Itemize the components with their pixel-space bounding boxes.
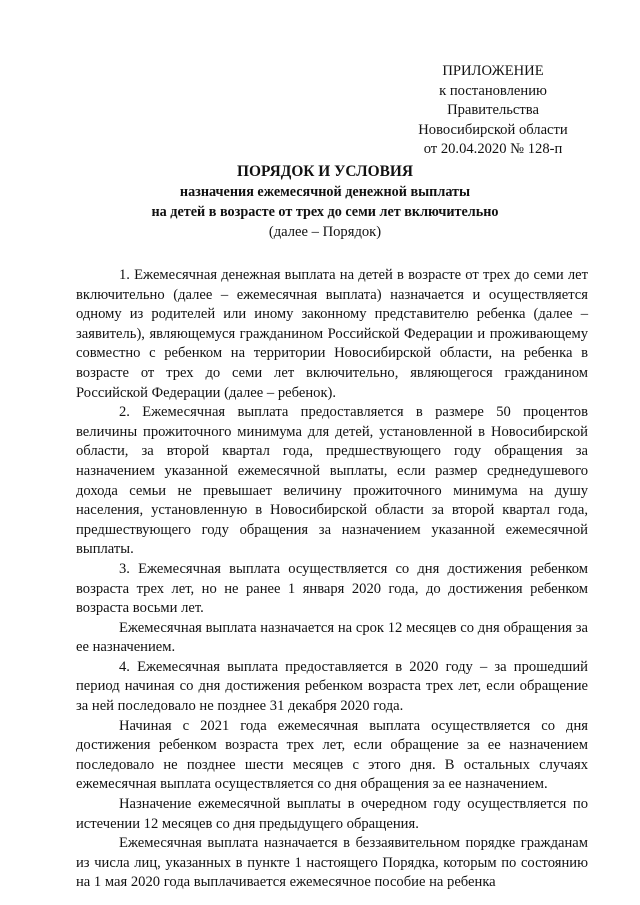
paragraph: Ежемесячная выплата назначается на срок 12 месяцев со дня обращения за ее назначением.	[76, 619, 588, 656]
appendix-date-number: от 20.04.2020 № 128-п	[423, 141, 563, 158]
paragraph: 2. Ежемесячная выплата предоставляется в размере 50 процентов величины прожиточного минимума для детей, установленной в Новосибирской области, за второй квартал года, предшествующего году обращения за назначением указанной ежемесячной выплаты, если размер среднедушевого дохода семьи не превышает величину прожиточного минимума на душу населения, установленную в Новосибирской области за второй квартал года, предшествующего году обращения за назначением указанной ежемесячной выплаты.	[76, 404, 588, 558]
paragraph: 3. Ежемесячная выплата осуществляется со дня достижения ребенком возраста трех лет, но не ранее 1 января 2020 года, до достижения ребенком возраста восьми лет.	[76, 560, 588, 617]
document-subtitle-line-1: назначения ежемесячной денежной выплаты	[179, 184, 471, 200]
document-title-block	[60, 162, 590, 242]
document-short-name: (далее – Порядок)	[268, 224, 382, 240]
appendix-region-line: Новосибирской области	[418, 121, 568, 138]
paragraph: Ежемесячная выплата назначается в беззаявительном порядке гражданам из числа лиц, указанных в пункте 1 настоящего Порядка, которым по состоянию на 1 мая 2020 года выплачивается ежемесячное пособие на ребенка	[76, 835, 588, 891]
document-title: ПОРЯДОК И УСЛОВИЯ	[237, 163, 413, 180]
paragraph: Начиная с 2021 года ежемесячная выплата осуществляется со дня достижения ребенком возраста трех лет, если обращение за ее назначением последовало не позднее шести месяцев с этого дня. В остальных случаях ежемесячная выплата осуществляется со дня обращения за ее назначением.	[76, 717, 588, 793]
document-subtitle-line-2: на детей в возрасте от трех до семи лет включительно	[151, 204, 499, 220]
document-body	[76, 266, 588, 893]
paragraph: Назначение ежемесячной выплаты в очередном году осуществляется по истечении 12 месяцев со дня предыдущего обращения.	[76, 796, 588, 832]
appendix-resolution-line: к постановлению Правительства	[439, 82, 547, 119]
appendix-header	[398, 62, 588, 160]
paragraph: 4. Ежемесячная выплата предоставляется в 2020 году – за прошедший период начиная со дня достижения ребенком возраста трех лет, если обращение за ней последовало не позднее 31 декабря 2020 года.	[76, 658, 588, 715]
appendix-label: ПРИЛОЖЕНИЕ	[442, 63, 544, 79]
paragraph: 1. Ежемесячная денежная выплата на детей в возрасте от трех до семи лет включительно (далее – ежемесячная выплата) назначается и осуществляется одному из родителей или иному законному представителю ребенка (далее – заявитель), являющемуся гражданином Российской Федерации и проживающему совместно с ребенком на территории Новосибирской области, на ребенка в возрасте от трех до семи лет включительно, являющегося гражданином Российской Федерации (далее – ребенок).	[76, 267, 588, 401]
